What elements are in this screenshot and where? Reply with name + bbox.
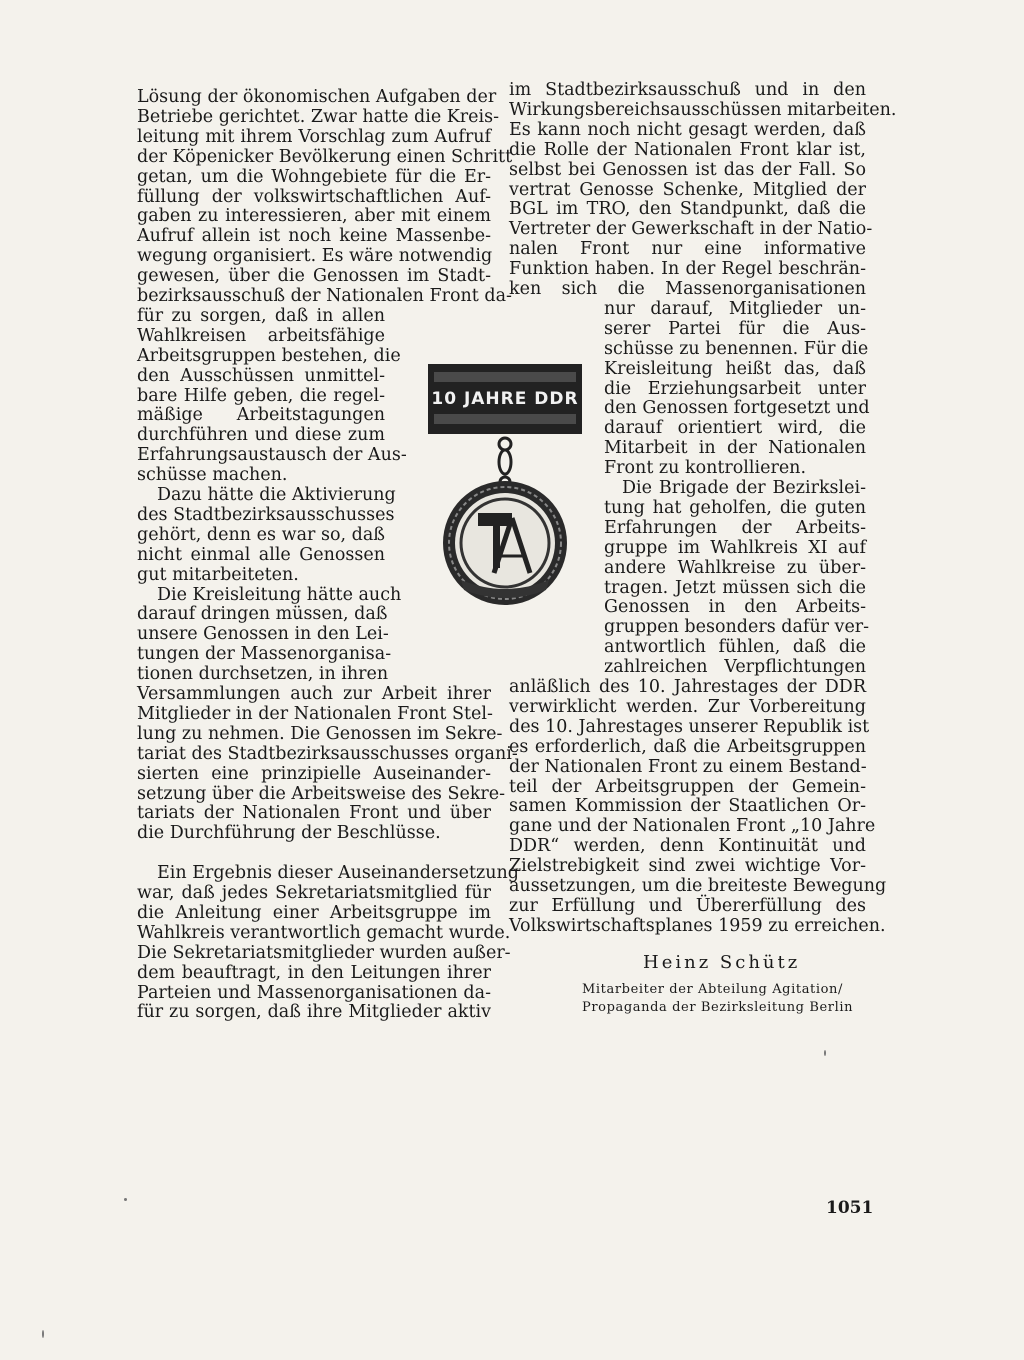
right-column-text-line: Funktion haben. In der Regel beschrän-: [509, 259, 866, 280]
left-column-text-line: lung zu nehmen. Die Genossen im Sekre-: [137, 723, 503, 744]
left-column-text-line: bare Hilfe geben, die regel-: [137, 385, 385, 406]
right-column-text-line: die Rolle der Nationalen Front klar ist,: [509, 139, 866, 160]
left-column-text-line: Aufruf allein ist noch keine Massenbe-: [137, 226, 491, 247]
left-column-text-line: Erfahrungsaustausch der Aus-: [137, 445, 407, 466]
left-column-text-line: die Anleitung einer Arbeitsgruppe im: [137, 902, 491, 923]
left-column-text-line: wegung organisiert. Es wäre notwendig: [137, 246, 493, 267]
right-column-text-line: andere Wahlkreise zu über-: [604, 557, 866, 578]
right-column-text-line: samen Kommission der Staatlichen Or-: [509, 796, 866, 817]
left-column-text-line: tariat des Stadtbezirksausschusses organi-: [137, 743, 518, 764]
author-role-line-1: Mitarbeiter der Abteilung Agitation/: [582, 982, 844, 997]
left-column-text-line: Ein Ergebnis dieser Auseinandersetzung: [157, 863, 520, 884]
left-column-text-line: Lösung der ökonomischen Aufgaben der: [137, 87, 497, 107]
right-column-text-line: selbst bei Genossen ist das der Fall. So: [509, 159, 866, 180]
page-number: 1051: [826, 1198, 874, 1218]
left-column-text-line: für zu sorgen, daß in allen: [137, 305, 385, 326]
left-column-text-line: leitung mit ihrem Vorschlag zum Aufruf: [137, 126, 491, 147]
right-column-text-line: zur Erfüllung und Übererfüllung des: [509, 895, 866, 916]
author-role-line-2: Propaganda der Bezirksleitung Berlin: [582, 1000, 854, 1015]
left-column-text-line: Wahlkreisen arbeitsfähige: [137, 325, 385, 346]
left-column-text-line: war, daß jedes Sekretariatsmitglied für: [137, 883, 491, 903]
right-column-text-line: Vertreter der Gewerkschaft in der Natio-: [509, 219, 873, 240]
left-column-text-line: Wahlkreis verantwortlich gemacht wurde.: [137, 922, 511, 943]
right-column-text-line: im Stadtbezirksausschuß und in den: [509, 80, 866, 100]
scan-speck: [42, 1330, 44, 1338]
right-column-text-line: des 10. Jahrestages unserer Republik ist: [509, 716, 870, 737]
scan-speck: [824, 1050, 826, 1056]
right-column-text-line: Erfahrungen der Arbeits-: [604, 517, 866, 538]
right-column-text-line: gane und der Nationalen Front „10 Jahre: [509, 816, 876, 837]
scan-speck: [124, 1198, 127, 1201]
right-column-text-line: vertrat Genosse Schenke, Mitglied der: [509, 179, 866, 200]
left-column-text-line: gaben zu interessieren, aber mit einem: [137, 206, 491, 227]
right-column-text-line: tung hat geholfen, die guten: [604, 497, 866, 518]
right-column-text-line: serer Partei für die Aus-: [604, 318, 866, 339]
right-column-text-line: gruppe im Wahlkreis XI auf: [604, 537, 866, 558]
right-column-text-line: Die Brigade der Bezirkslei-: [622, 478, 866, 498]
right-column-text-line: Es kann noch nicht gesagt werden, daß: [509, 119, 866, 140]
right-column-text-line: Volkswirtschaftsplanes 1959 zu erreichen.: [509, 915, 886, 936]
left-column-text-line: dem beauftragt, in den Leitungen ihrer: [137, 962, 491, 983]
medal-illustration: [416, 358, 594, 608]
left-column-text-line: nicht einmal alle Genossen: [137, 544, 385, 565]
right-column-text-line: Kreisleitung heißt das, daß: [604, 358, 866, 379]
right-column-text-line: Zielstrebigkeit sind zwei wichtige Vor-: [509, 856, 866, 877]
left-column-text-line: gewesen, über die Genossen im Stadt-: [137, 266, 491, 287]
left-column-text-line: füllung der volkswirtschaftlichen Auf-: [137, 186, 491, 207]
right-column-text-line: zahlreichen Verpflichtungen: [604, 657, 866, 678]
left-column-text-line: Die Sekretariatsmitglieder wurden außer-: [137, 942, 511, 963]
left-column-text-line: die Durchführung der Beschlüsse.: [137, 823, 441, 844]
right-column-text-line: die Erziehungsarbeit unter: [604, 378, 866, 399]
right-column-text-line: nalen Front nur eine informative: [509, 239, 866, 260]
left-column-text-line: der Köpenicker Bevölkerung einen Schritt: [137, 146, 513, 167]
left-column-text-line: des Stadtbezirksausschusses: [137, 504, 395, 525]
left-column-text-line: Dazu hätte die Aktivierung: [157, 485, 396, 505]
medal-chain: [499, 438, 511, 487]
author-name: Heinz Schütz: [643, 952, 801, 973]
right-column-text-line: der Nationalen Front zu einem Bestand-: [509, 756, 867, 777]
right-column-text-line: Mitarbeit in der Nationalen: [604, 438, 866, 459]
right-column-text-line: DDR“ werden, denn Kontinuität und: [509, 836, 866, 857]
right-column-text-line: tragen. Jetzt müssen sich die: [604, 577, 866, 598]
left-column-text-line: Parteien und Massenorganisationen da-: [137, 982, 491, 1003]
right-column-text-line: teil der Arbeitsgruppen der Gemein-: [509, 776, 866, 797]
right-column-text-line: den Genossen fortgesetzt und: [604, 398, 870, 419]
left-column-text-line: getan, um die Wohngebiete für die Er-: [137, 166, 491, 187]
right-column-text-line: anläßlich des 10. Jahrestages der DDR: [509, 677, 866, 697]
left-column-text-line: unsere Genossen in den Lei-: [137, 624, 389, 645]
right-column-text-line: verwirklicht werden. Zur Vorbereitung: [509, 696, 866, 717]
right-column-text-line: darauf orientiert wird, die: [604, 418, 866, 439]
left-column-text-line: darauf dringen müssen, daß: [137, 604, 388, 625]
right-column-text-line: BGL im TRO, den Standpunkt, daß die: [509, 199, 866, 220]
left-column-text-line: gut mitarbeiteten.: [137, 564, 299, 585]
left-column-text-line: tionen durchsetzen, in ihren: [137, 664, 389, 685]
right-column-text-line: aussetzungen, um die breiteste Bewegung: [509, 876, 887, 896]
right-column-text-line: Front zu kontrollieren.: [604, 458, 807, 479]
left-column-text-line: sierten eine prinzipielle Auseinander-: [137, 763, 491, 784]
left-column-text-line: tungen der Massenorganisa-: [137, 644, 392, 665]
left-column-text-line: setzung über die Arbeitsweise des Sekre-: [137, 783, 506, 804]
right-column-text-line: gruppen besonders dafür ver-: [604, 617, 870, 638]
left-column-text-line: Versammlungen auch zur Arbeit ihrer: [137, 684, 491, 704]
ddr-emblem: [443, 481, 567, 605]
right-column-text-line: antwortlich fühlen, daß die: [604, 637, 866, 658]
medal-banner-text: 10 JAHRE DDR: [431, 389, 579, 409]
left-column-text-line: für zu sorgen, daß ihre Mitglieder aktiv: [137, 1002, 491, 1023]
left-column-text-line: Arbeitsgruppen bestehen, die: [137, 345, 401, 366]
left-column-text-line: schüsse machen.: [137, 465, 288, 486]
right-column-text-line: es erforderlich, daß die Arbeitsgruppen: [509, 736, 866, 757]
left-column-text-line: den Ausschüssen unmittel-: [137, 365, 385, 386]
left-column-text-line: durchführen und diese zum: [137, 425, 385, 446]
right-column-text-line: Wirkungsbereichsausschüssen mitarbeiten.: [509, 99, 897, 120]
right-column-text-line: nur darauf, Mitglieder un-: [604, 298, 866, 319]
left-column-text-line: tariats der Nationalen Front und über: [137, 803, 491, 824]
left-column-text-line: Mitglieder in der Nationalen Front Stel-: [137, 703, 493, 724]
left-column-text-line: Betriebe gerichtet. Zwar hatte die Kreis-: [137, 106, 500, 127]
right-column-text-line: Genossen in den Arbeits-: [604, 597, 866, 618]
right-column-text-line: schüsse zu benennen. Für die: [604, 338, 869, 359]
left-column-text-line: Die Kreisleitung hätte auch: [157, 584, 402, 605]
left-column-text-line: mäßige Arbeitstagungen: [137, 405, 385, 426]
right-column-text-line: ken sich die Massenorganisationen: [509, 279, 866, 299]
left-column-text-line: bezirksausschuß der Nationalen Front da-: [137, 286, 512, 306]
left-column-text-line: gehört, denn es war so, daß: [137, 524, 385, 545]
